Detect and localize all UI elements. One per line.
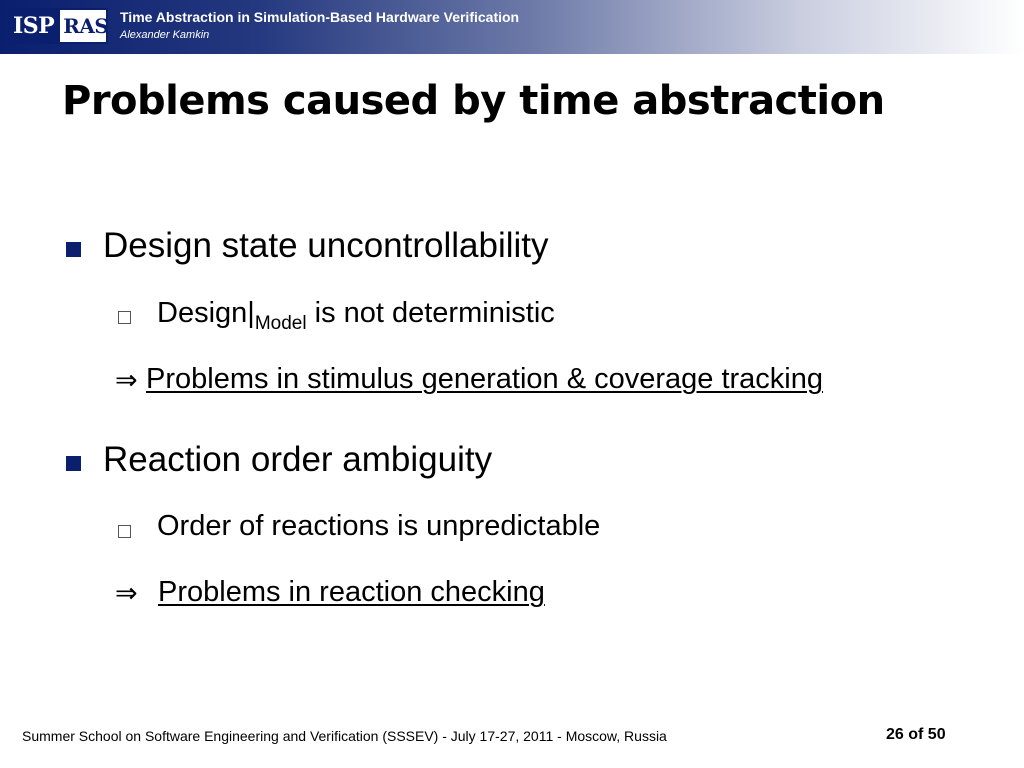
implies-arrow-icon: ⇒ xyxy=(115,578,138,609)
hollow-square-bullet-icon xyxy=(118,525,131,538)
bullet-design-state: Design state uncontrollability xyxy=(103,226,549,265)
square-bullet-icon xyxy=(66,242,81,257)
sub-bullet-text-before: Design| xyxy=(157,297,255,329)
implication-reaction-checking: Problems in reaction checking xyxy=(158,576,545,608)
isp-ras-logo xyxy=(8,8,108,44)
square-bullet-icon xyxy=(66,456,81,471)
footer-conference-info: Summer School on Software Engineering and Verification (SSSEV) - July 17-27, 2011 - Moscow, Russia xyxy=(22,728,667,744)
sub-bullet-order-reactions: Order of reactions is unpredictable xyxy=(157,510,601,542)
implies-arrow-icon: ⇒ xyxy=(115,365,138,396)
slide-title: Problems caused by time abstraction xyxy=(62,78,885,124)
sub-bullet-text-after: is not deterministic xyxy=(306,297,555,329)
logo-isp-text: ISP xyxy=(10,10,58,42)
sub-bullet-design-model xyxy=(157,297,555,335)
presentation-title: Time Abstraction in Simulation-Based Hardware Verification xyxy=(120,9,520,25)
bullet-reaction-order: Reaction order ambiguity xyxy=(103,440,493,479)
logo-ras-text: RAS xyxy=(58,10,111,42)
hollow-square-bullet-icon xyxy=(118,311,131,324)
page-number: 26 of 50 xyxy=(886,726,946,743)
implication-stimulus-generation: Problems in stimulus generation & coverage tracking xyxy=(146,363,823,395)
presentation-author: Alexander Kamkin xyxy=(120,29,210,41)
model-subscript: Model xyxy=(254,313,307,334)
